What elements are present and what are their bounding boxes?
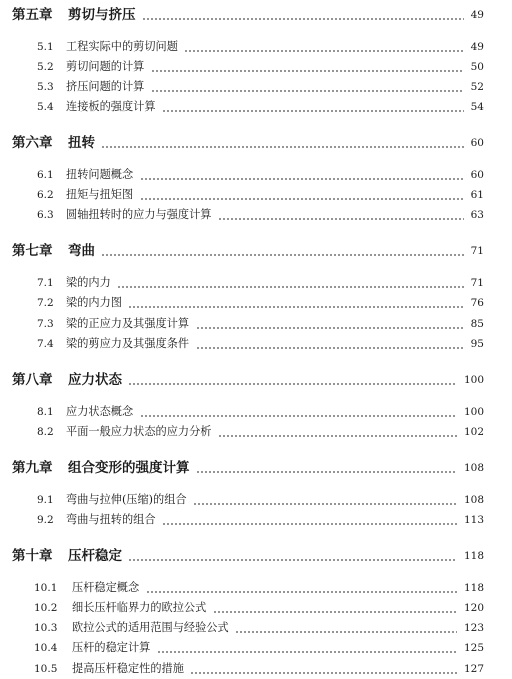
- section-number: 10.5: [34, 663, 58, 675]
- section-title: 梁的内力: [66, 276, 111, 289]
- section-title: 圆轴扭转时的应力与强度计算: [66, 208, 212, 221]
- section-title: 挤压问题的计算: [66, 80, 145, 93]
- toc-section-entry[interactable]: [0, 334, 512, 354]
- section-title: 压杆的稳定计算: [72, 641, 151, 654]
- toc-section-entry[interactable]: [0, 510, 512, 530]
- page-number: 102: [463, 426, 484, 438]
- toc-section-entry[interactable]: [0, 185, 512, 205]
- chapter-title: 弯曲: [68, 243, 95, 259]
- toc-chapter-entry[interactable]: [0, 241, 512, 261]
- dot-leader: [157, 638, 457, 658]
- page-number: 100: [463, 406, 484, 418]
- page-number: 118: [463, 582, 484, 594]
- dot-leader: [213, 598, 457, 618]
- toc-section-entry[interactable]: [0, 273, 512, 293]
- dot-leader: [101, 133, 464, 153]
- toc-section-entry[interactable]: [0, 490, 512, 510]
- toc-chapter-entry[interactable]: [0, 458, 512, 478]
- section-title: 细长压杆临界力的欧拉公式: [72, 601, 207, 614]
- toc-section-entry[interactable]: [0, 77, 512, 97]
- page-number: 113: [463, 514, 484, 526]
- section-title: 梁的正应力及其强度计算: [66, 317, 190, 330]
- page-number: 100: [463, 374, 484, 386]
- page-number: 108: [463, 494, 484, 506]
- chapter-number: 第七章: [12, 243, 53, 259]
- section-title: 弯曲与拉伸(压缩)的组合: [66, 493, 187, 506]
- dot-leader: [162, 510, 457, 530]
- page-number: 61: [470, 189, 484, 201]
- dot-leader: [101, 241, 464, 261]
- toc-section-entry[interactable]: [0, 293, 512, 313]
- page-number: 108: [463, 462, 484, 474]
- toc-section-entry[interactable]: [0, 57, 512, 77]
- section-number: 5.4: [37, 101, 54, 113]
- toc-section-entry[interactable]: [0, 314, 512, 334]
- section-number: 8.1: [37, 406, 54, 418]
- dot-leader: [218, 422, 457, 442]
- dot-leader: [146, 578, 457, 598]
- chapter-number: 第八章: [12, 372, 53, 388]
- section-title: 连接板的强度计算: [66, 100, 156, 113]
- dot-leader: [128, 546, 457, 566]
- page-number: 49: [470, 9, 484, 21]
- section-title: 扭转问题概念: [66, 168, 134, 181]
- page-number: 49: [470, 41, 484, 53]
- page-number: 71: [470, 277, 484, 289]
- section-number: 10.1: [34, 582, 58, 594]
- section-number: 10.4: [34, 642, 58, 654]
- chapter-title: 应力状态: [68, 372, 122, 388]
- section-number: 6.2: [37, 189, 54, 201]
- dot-leader: [162, 97, 464, 117]
- chapter-title: 扭转: [68, 135, 95, 151]
- dot-leader: [117, 273, 464, 293]
- section-number: 7.4: [37, 338, 54, 350]
- page-number: 95: [470, 338, 484, 350]
- section-number: 6.3: [37, 209, 54, 221]
- section-number: 5.2: [37, 61, 54, 73]
- dot-leader: [128, 370, 457, 390]
- toc-chapter-entry[interactable]: [0, 5, 512, 25]
- toc-section-entry[interactable]: [0, 578, 512, 598]
- page-number: 52: [470, 81, 484, 93]
- dot-leader: [193, 490, 457, 510]
- section-number: 7.2: [37, 297, 54, 309]
- page-number: 63: [470, 209, 484, 221]
- page-number: 120: [463, 602, 484, 614]
- dot-leader: [142, 5, 464, 25]
- chapter-number: 第五章: [12, 7, 53, 23]
- toc-chapter-entry[interactable]: [0, 370, 512, 390]
- section-title: 梁的内力图: [66, 296, 122, 309]
- section-title: 提高压杆稳定性的措施: [72, 662, 184, 675]
- toc-section-entry[interactable]: [0, 638, 512, 658]
- section-number: 7.3: [37, 318, 54, 330]
- section-number: 9.1: [37, 494, 54, 506]
- section-title: 欧拉公式的适用范围与经验公式: [72, 621, 229, 634]
- dot-leader: [140, 165, 464, 185]
- chapter-number: 第六章: [12, 135, 53, 151]
- section-number: 9.2: [37, 514, 54, 526]
- dot-leader: [190, 659, 457, 679]
- toc-chapter-entry[interactable]: [0, 133, 512, 153]
- toc-section-entry[interactable]: [0, 205, 512, 225]
- dot-leader: [196, 314, 464, 334]
- toc-section-entry[interactable]: [0, 659, 512, 679]
- section-title: 弯曲与扭转的组合: [66, 513, 156, 526]
- toc-section-entry[interactable]: [0, 37, 512, 57]
- chapter-title: 压杆稳定: [68, 548, 122, 564]
- page-number: 60: [470, 137, 484, 149]
- chapter-number: 第九章: [12, 460, 53, 476]
- dot-leader: [151, 57, 464, 77]
- section-number: 5.1: [37, 41, 54, 53]
- dot-leader: [140, 402, 457, 422]
- toc-section-entry[interactable]: [0, 165, 512, 185]
- toc-section-entry[interactable]: [0, 97, 512, 117]
- chapter-number: 第十章: [12, 548, 53, 564]
- section-title: 梁的剪应力及其强度条件: [66, 337, 190, 350]
- page-number: 50: [470, 61, 484, 73]
- page-number: 118: [463, 550, 484, 562]
- dot-leader: [218, 205, 464, 225]
- page-number: 71: [470, 245, 484, 257]
- toc-section-entry[interactable]: [0, 598, 512, 618]
- page-number: 76: [470, 297, 484, 309]
- toc-section-entry[interactable]: [0, 422, 512, 442]
- toc-section-entry[interactable]: [0, 402, 512, 422]
- dot-leader: [140, 185, 464, 205]
- dot-leader: [128, 293, 464, 313]
- section-title: 平面一般应力状态的应力分析: [66, 425, 212, 438]
- section-number: 10.3: [34, 622, 58, 634]
- dot-leader: [184, 37, 464, 57]
- page-number: 127: [463, 663, 484, 675]
- toc-chapter-entry[interactable]: [0, 546, 512, 566]
- page-number: 123: [463, 622, 484, 634]
- chapter-title: 剪切与挤压: [68, 7, 136, 23]
- section-number: 8.2: [37, 426, 54, 438]
- dot-leader: [151, 77, 464, 97]
- section-number: 7.1: [37, 277, 54, 289]
- dot-leader: [196, 334, 464, 354]
- page-number: 54: [470, 101, 484, 113]
- section-number: 10.2: [34, 602, 58, 614]
- page-number: 60: [470, 169, 484, 181]
- chapter-title: 组合变形的强度计算: [68, 460, 190, 476]
- toc-section-entry[interactable]: [0, 618, 512, 638]
- section-title: 应力状态概念: [66, 405, 134, 418]
- section-title: 剪切问题的计算: [66, 60, 145, 73]
- page-number: 85: [470, 318, 484, 330]
- section-title: 工程实际中的剪切问题: [66, 40, 178, 53]
- dot-leader: [235, 618, 457, 638]
- section-number: 6.1: [37, 169, 54, 181]
- section-number: 5.3: [37, 81, 54, 93]
- section-title: 扭矩与扭矩图: [66, 188, 134, 201]
- dot-leader: [196, 458, 457, 478]
- page-number: 125: [463, 642, 484, 654]
- section-title: 压杆稳定概念: [72, 581, 140, 594]
